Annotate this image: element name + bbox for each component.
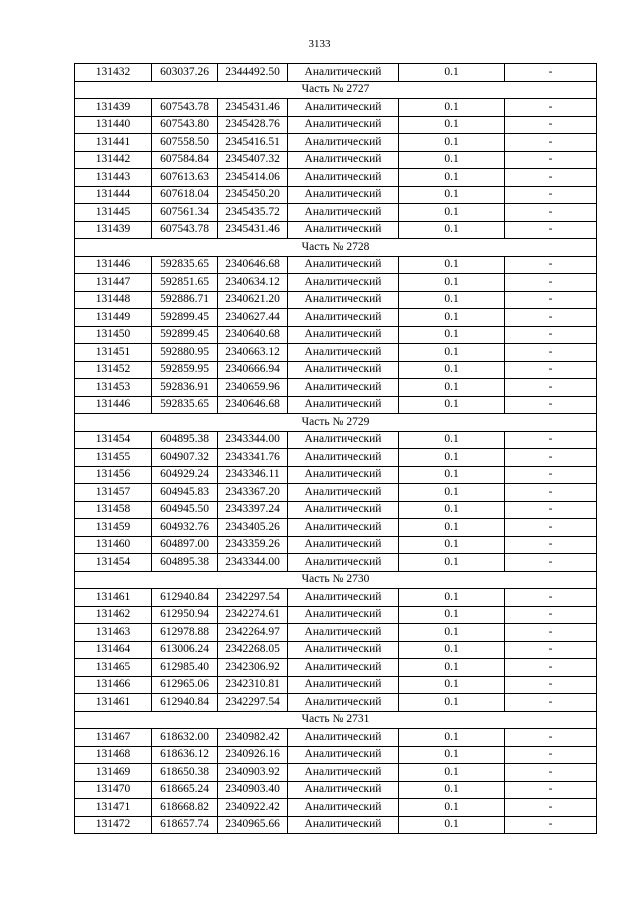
point-number-cell: 131447: [75, 274, 152, 292]
coordinates-table: [74, 63, 597, 834]
table-row: [75, 659, 597, 677]
note-cell: -: [505, 396, 597, 414]
y-coordinate-cell: 2340926.16: [218, 746, 288, 764]
accuracy-cell: 0.1: [399, 344, 505, 362]
table-row: [75, 274, 597, 292]
note-cell: -: [505, 326, 597, 344]
accuracy-cell: 0.1: [399, 816, 505, 834]
y-coordinate-cell: 2345450.20: [218, 186, 288, 204]
x-coordinate-cell: 592859.95: [152, 361, 218, 379]
x-coordinate-cell: 604932.76: [152, 519, 218, 537]
x-coordinate-cell: 607543.80: [152, 116, 218, 134]
accuracy-cell: 0.1: [399, 116, 505, 134]
table-row: [75, 344, 597, 362]
table-row: [75, 379, 597, 397]
point-number-cell: 131457: [75, 484, 152, 502]
x-coordinate-cell: 612965.06: [152, 676, 218, 694]
x-coordinate-cell: 592835.65: [152, 396, 218, 414]
note-cell: -: [505, 781, 597, 799]
note-cell: -: [505, 309, 597, 327]
accuracy-cell: 0.1: [399, 291, 505, 309]
accuracy-cell: 0.1: [399, 694, 505, 712]
section-header-row: [75, 81, 597, 99]
accuracy-cell: 0.1: [399, 466, 505, 484]
table-row: [75, 99, 597, 117]
point-number-cell: 131449: [75, 309, 152, 327]
method-cell: Аналитический: [288, 361, 399, 379]
accuracy-cell: 0.1: [399, 309, 505, 327]
accuracy-cell: 0.1: [399, 274, 505, 292]
y-coordinate-cell: 2342297.54: [218, 589, 288, 607]
y-coordinate-cell: 2342268.05: [218, 641, 288, 659]
point-number-cell: 131454: [75, 554, 152, 572]
point-number-cell: 131464: [75, 641, 152, 659]
table-row: [75, 501, 597, 519]
x-coordinate-cell: 592899.45: [152, 309, 218, 327]
y-coordinate-cell: 2345428.76: [218, 116, 288, 134]
table-row: [75, 204, 597, 222]
point-number-cell: 131470: [75, 781, 152, 799]
method-cell: Аналитический: [288, 624, 399, 642]
table-row: [75, 169, 597, 187]
section-title: Часть № 2731: [75, 711, 597, 729]
accuracy-cell: 0.1: [399, 589, 505, 607]
method-cell: Аналитический: [288, 134, 399, 152]
point-number-cell: 131454: [75, 431, 152, 449]
note-cell: -: [505, 799, 597, 817]
x-coordinate-cell: 607613.63: [152, 169, 218, 187]
point-number-cell: 131461: [75, 589, 152, 607]
y-coordinate-cell: 2343359.26: [218, 536, 288, 554]
accuracy-cell: 0.1: [399, 204, 505, 222]
x-coordinate-cell: 612950.94: [152, 606, 218, 624]
accuracy-cell: 0.1: [399, 99, 505, 117]
accuracy-cell: 0.1: [399, 781, 505, 799]
note-cell: -: [505, 676, 597, 694]
y-coordinate-cell: 2342274.61: [218, 606, 288, 624]
section-title: Часть № 2729: [75, 414, 597, 432]
method-cell: Аналитический: [288, 816, 399, 834]
x-coordinate-cell: 618650.38: [152, 764, 218, 782]
method-cell: Аналитический: [288, 466, 399, 484]
method-cell: Аналитический: [288, 344, 399, 362]
table-row: [75, 326, 597, 344]
note-cell: -: [505, 344, 597, 362]
y-coordinate-cell: 2342297.54: [218, 694, 288, 712]
accuracy-cell: 0.1: [399, 484, 505, 502]
method-cell: Аналитический: [288, 204, 399, 222]
note-cell: -: [505, 379, 597, 397]
note-cell: -: [505, 729, 597, 747]
note-cell: -: [505, 816, 597, 834]
method-cell: Аналитический: [288, 431, 399, 449]
note-cell: -: [505, 169, 597, 187]
x-coordinate-cell: 607543.78: [152, 99, 218, 117]
y-coordinate-cell: 2340659.96: [218, 379, 288, 397]
note-cell: -: [505, 641, 597, 659]
x-coordinate-cell: 592880.95: [152, 344, 218, 362]
accuracy-cell: 0.1: [399, 659, 505, 677]
table-row: [75, 799, 597, 817]
note-cell: -: [505, 449, 597, 467]
y-coordinate-cell: 2340903.40: [218, 781, 288, 799]
y-coordinate-cell: 2343405.26: [218, 519, 288, 537]
point-number-cell: 131445: [75, 204, 152, 222]
point-number-cell: 131456: [75, 466, 152, 484]
note-cell: -: [505, 151, 597, 169]
accuracy-cell: 0.1: [399, 764, 505, 782]
note-cell: -: [505, 116, 597, 134]
x-coordinate-cell: 618665.24: [152, 781, 218, 799]
section-header-row: [75, 711, 597, 729]
x-coordinate-cell: 613006.24: [152, 641, 218, 659]
table-row: [75, 589, 597, 607]
table-row: [75, 484, 597, 502]
method-cell: Аналитический: [288, 221, 399, 239]
point-number-cell: 131452: [75, 361, 152, 379]
table-row: [75, 256, 597, 274]
section-header-row: [75, 414, 597, 432]
point-number-cell: 131448: [75, 291, 152, 309]
method-cell: Аналитический: [288, 659, 399, 677]
accuracy-cell: 0.1: [399, 186, 505, 204]
accuracy-cell: 0.1: [399, 361, 505, 379]
point-number-cell: 131451: [75, 344, 152, 362]
note-cell: -: [505, 484, 597, 502]
point-number-cell: 131472: [75, 816, 152, 834]
note-cell: -: [505, 764, 597, 782]
x-coordinate-cell: 612985.40: [152, 659, 218, 677]
y-coordinate-cell: 2340663.12: [218, 344, 288, 362]
y-coordinate-cell: 2345435.72: [218, 204, 288, 222]
x-coordinate-cell: 618632.00: [152, 729, 218, 747]
y-coordinate-cell: 2345416.51: [218, 134, 288, 152]
accuracy-cell: 0.1: [399, 799, 505, 817]
accuracy-cell: 0.1: [399, 624, 505, 642]
point-number-cell: 131439: [75, 99, 152, 117]
point-number-cell: 131443: [75, 169, 152, 187]
method-cell: Аналитический: [288, 676, 399, 694]
y-coordinate-cell: 2343344.00: [218, 431, 288, 449]
table-row: [75, 361, 597, 379]
accuracy-cell: 0.1: [399, 221, 505, 239]
y-coordinate-cell: 2340903.92: [218, 764, 288, 782]
table-row: [75, 151, 597, 169]
accuracy-cell: 0.1: [399, 64, 505, 82]
y-coordinate-cell: 2340646.68: [218, 256, 288, 274]
x-coordinate-cell: 604895.38: [152, 431, 218, 449]
x-coordinate-cell: 592851.65: [152, 274, 218, 292]
y-coordinate-cell: 2340627.44: [218, 309, 288, 327]
note-cell: -: [505, 659, 597, 677]
table-row: [75, 134, 597, 152]
y-coordinate-cell: 2344492.50: [218, 64, 288, 82]
table-row: [75, 221, 597, 239]
table-row: [75, 519, 597, 537]
accuracy-cell: 0.1: [399, 151, 505, 169]
page-number: 3133: [308, 38, 331, 50]
note-cell: -: [505, 519, 597, 537]
method-cell: Аналитический: [288, 379, 399, 397]
point-number-cell: 131467: [75, 729, 152, 747]
table-row: [75, 554, 597, 572]
y-coordinate-cell: 2343344.00: [218, 554, 288, 572]
x-coordinate-cell: 612940.84: [152, 694, 218, 712]
point-number-cell: 131471: [75, 799, 152, 817]
table-row: [75, 606, 597, 624]
y-coordinate-cell: 2340646.68: [218, 396, 288, 414]
x-coordinate-cell: 607543.78: [152, 221, 218, 239]
point-number-cell: 131439: [75, 221, 152, 239]
method-cell: Аналитический: [288, 169, 399, 187]
y-coordinate-cell: 2340965.66: [218, 816, 288, 834]
table-row: [75, 449, 597, 467]
section-title: Часть № 2727: [75, 81, 597, 99]
point-number-cell: 131450: [75, 326, 152, 344]
y-coordinate-cell: 2340922.42: [218, 799, 288, 817]
method-cell: Аналитический: [288, 501, 399, 519]
x-coordinate-cell: 607584.84: [152, 151, 218, 169]
point-number-cell: 131441: [75, 134, 152, 152]
note-cell: -: [505, 134, 597, 152]
table-row: [75, 536, 597, 554]
point-number-cell: 131466: [75, 676, 152, 694]
x-coordinate-cell: 592899.45: [152, 326, 218, 344]
table-row: [75, 396, 597, 414]
method-cell: Аналитический: [288, 764, 399, 782]
note-cell: -: [505, 746, 597, 764]
table-row: [75, 676, 597, 694]
table-row: [75, 746, 597, 764]
table-row: [75, 764, 597, 782]
x-coordinate-cell: 592835.65: [152, 256, 218, 274]
accuracy-cell: 0.1: [399, 134, 505, 152]
point-number-cell: 131446: [75, 256, 152, 274]
point-number-cell: 131463: [75, 624, 152, 642]
method-cell: Аналитический: [288, 64, 399, 82]
accuracy-cell: 0.1: [399, 449, 505, 467]
y-coordinate-cell: 2343346.11: [218, 466, 288, 484]
method-cell: Аналитический: [288, 326, 399, 344]
x-coordinate-cell: 607558.50: [152, 134, 218, 152]
point-number-cell: 131440: [75, 116, 152, 134]
method-cell: Аналитический: [288, 449, 399, 467]
y-coordinate-cell: 2342306.92: [218, 659, 288, 677]
method-cell: Аналитический: [288, 781, 399, 799]
x-coordinate-cell: 618668.82: [152, 799, 218, 817]
y-coordinate-cell: 2340982.42: [218, 729, 288, 747]
method-cell: Аналитический: [288, 151, 399, 169]
accuracy-cell: 0.1: [399, 396, 505, 414]
section-header-row: [75, 571, 597, 589]
y-coordinate-cell: 2345431.46: [218, 99, 288, 117]
method-cell: Аналитический: [288, 256, 399, 274]
y-coordinate-cell: 2343341.76: [218, 449, 288, 467]
note-cell: -: [505, 694, 597, 712]
note-cell: -: [505, 466, 597, 484]
method-cell: Аналитический: [288, 799, 399, 817]
x-coordinate-cell: 592886.71: [152, 291, 218, 309]
y-coordinate-cell: 2340640.68: [218, 326, 288, 344]
note-cell: -: [505, 99, 597, 117]
method-cell: Аналитический: [288, 519, 399, 537]
x-coordinate-cell: 618657.74: [152, 816, 218, 834]
accuracy-cell: 0.1: [399, 519, 505, 537]
note-cell: -: [505, 291, 597, 309]
x-coordinate-cell: 592836.91: [152, 379, 218, 397]
method-cell: Аналитический: [288, 396, 399, 414]
accuracy-cell: 0.1: [399, 641, 505, 659]
y-coordinate-cell: 2340666.94: [218, 361, 288, 379]
accuracy-cell: 0.1: [399, 326, 505, 344]
note-cell: -: [505, 431, 597, 449]
table-row: [75, 781, 597, 799]
accuracy-cell: 0.1: [399, 746, 505, 764]
note-cell: -: [505, 501, 597, 519]
y-coordinate-cell: 2343397.24: [218, 501, 288, 519]
method-cell: Аналитический: [288, 746, 399, 764]
note-cell: -: [505, 186, 597, 204]
accuracy-cell: 0.1: [399, 256, 505, 274]
y-coordinate-cell: 2345414.06: [218, 169, 288, 187]
x-coordinate-cell: 604897.00: [152, 536, 218, 554]
method-cell: Аналитический: [288, 694, 399, 712]
table-row: [75, 694, 597, 712]
x-coordinate-cell: 604907.32: [152, 449, 218, 467]
table-row: [75, 64, 597, 82]
point-number-cell: 131432: [75, 64, 152, 82]
point-number-cell: 131442: [75, 151, 152, 169]
table-row: [75, 624, 597, 642]
table-row: [75, 641, 597, 659]
table-row: [75, 729, 597, 747]
point-number-cell: 131469: [75, 764, 152, 782]
note-cell: -: [505, 589, 597, 607]
method-cell: Аналитический: [288, 484, 399, 502]
table-row: [75, 116, 597, 134]
method-cell: Аналитический: [288, 589, 399, 607]
note-cell: -: [505, 606, 597, 624]
point-number-cell: 131459: [75, 519, 152, 537]
table-row: [75, 816, 597, 834]
x-coordinate-cell: 604895.38: [152, 554, 218, 572]
note-cell: -: [505, 204, 597, 222]
note-cell: -: [505, 274, 597, 292]
y-coordinate-cell: 2342264.97: [218, 624, 288, 642]
method-cell: Аналитический: [288, 291, 399, 309]
method-cell: Аналитический: [288, 99, 399, 117]
method-cell: Аналитический: [288, 274, 399, 292]
x-coordinate-cell: 612940.84: [152, 589, 218, 607]
x-coordinate-cell: 604929.24: [152, 466, 218, 484]
accuracy-cell: 0.1: [399, 169, 505, 187]
y-coordinate-cell: 2340634.12: [218, 274, 288, 292]
accuracy-cell: 0.1: [399, 536, 505, 554]
note-cell: -: [505, 64, 597, 82]
section-title: Часть № 2728: [75, 239, 597, 257]
method-cell: Аналитический: [288, 536, 399, 554]
y-coordinate-cell: 2340621.20: [218, 291, 288, 309]
point-number-cell: 131453: [75, 379, 152, 397]
table-row: [75, 466, 597, 484]
x-coordinate-cell: 607618.04: [152, 186, 218, 204]
table-row: [75, 186, 597, 204]
x-coordinate-cell: 603037.26: [152, 64, 218, 82]
table-row: [75, 291, 597, 309]
point-number-cell: 131465: [75, 659, 152, 677]
accuracy-cell: 0.1: [399, 676, 505, 694]
section-title: Часть № 2730: [75, 571, 597, 589]
point-number-cell: 131458: [75, 501, 152, 519]
point-number-cell: 131455: [75, 449, 152, 467]
note-cell: -: [505, 361, 597, 379]
method-cell: Аналитический: [288, 554, 399, 572]
method-cell: Аналитический: [288, 606, 399, 624]
method-cell: Аналитический: [288, 116, 399, 134]
point-number-cell: 131446: [75, 396, 152, 414]
point-number-cell: 131461: [75, 694, 152, 712]
x-coordinate-cell: 618636.12: [152, 746, 218, 764]
accuracy-cell: 0.1: [399, 379, 505, 397]
y-coordinate-cell: 2345431.46: [218, 221, 288, 239]
method-cell: Аналитический: [288, 729, 399, 747]
table-row: [75, 309, 597, 327]
coordinates-table-body: [75, 64, 597, 834]
table-row: [75, 431, 597, 449]
note-cell: -: [505, 256, 597, 274]
point-number-cell: 131444: [75, 186, 152, 204]
method-cell: Аналитический: [288, 309, 399, 327]
accuracy-cell: 0.1: [399, 431, 505, 449]
point-number-cell: 131468: [75, 746, 152, 764]
accuracy-cell: 0.1: [399, 554, 505, 572]
note-cell: -: [505, 554, 597, 572]
note-cell: -: [505, 221, 597, 239]
method-cell: Аналитический: [288, 186, 399, 204]
section-header-row: [75, 239, 597, 257]
x-coordinate-cell: 604945.50: [152, 501, 218, 519]
note-cell: -: [505, 536, 597, 554]
method-cell: Аналитический: [288, 641, 399, 659]
x-coordinate-cell: 604945.83: [152, 484, 218, 502]
accuracy-cell: 0.1: [399, 501, 505, 519]
accuracy-cell: 0.1: [399, 606, 505, 624]
y-coordinate-cell: 2345407.32: [218, 151, 288, 169]
y-coordinate-cell: 2343367.20: [218, 484, 288, 502]
point-number-cell: 131462: [75, 606, 152, 624]
x-coordinate-cell: 607561.34: [152, 204, 218, 222]
point-number-cell: 131460: [75, 536, 152, 554]
note-cell: -: [505, 624, 597, 642]
accuracy-cell: 0.1: [399, 729, 505, 747]
x-coordinate-cell: 612978.88: [152, 624, 218, 642]
y-coordinate-cell: 2342310.81: [218, 676, 288, 694]
